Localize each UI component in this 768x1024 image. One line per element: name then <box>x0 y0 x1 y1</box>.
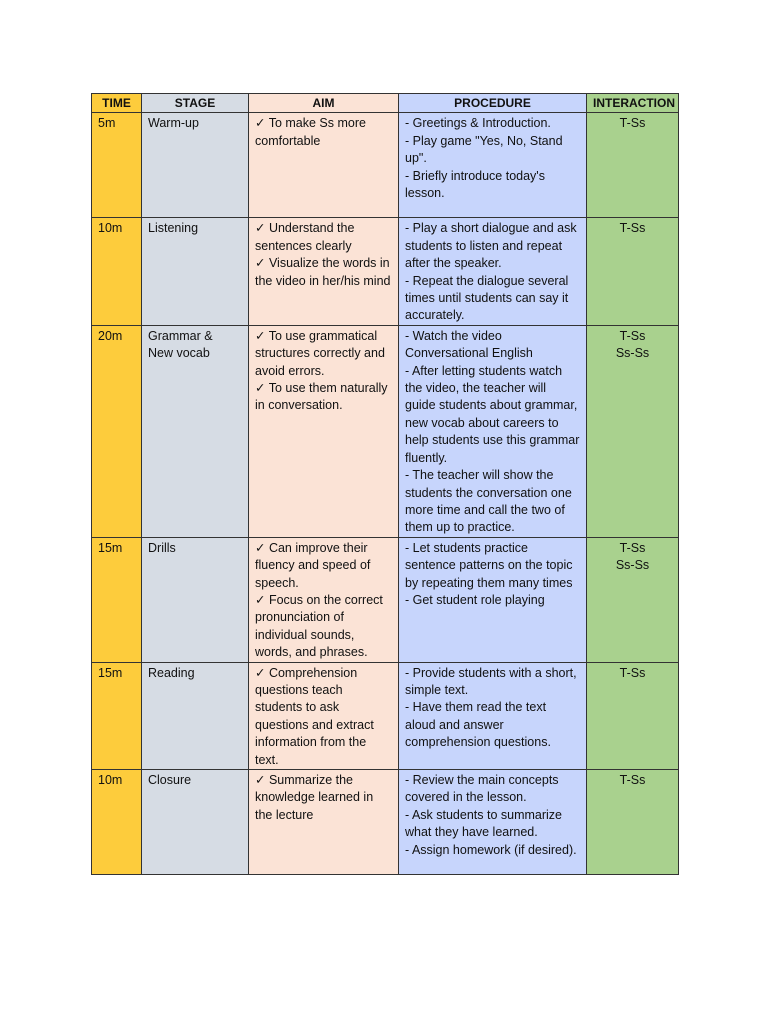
table-row <box>92 770 679 875</box>
cell-interaction: T-Ss Ss-Ss <box>587 537 679 662</box>
table-row <box>92 113 679 218</box>
cell-time: 20m <box>92 325 142 537</box>
cell-time: 15m <box>92 537 142 662</box>
lesson-plan-table <box>91 93 679 875</box>
cell-procedure: - Let students practice sentence patterns on the topic by repeating them many times - Get student role playing <box>399 537 587 662</box>
cell-procedure: - Watch the video Conversational English - After letting students watch the video, the teacher will guide students about grammar, new vocab about careers to help students use this grammar fluently. - The teacher will show the students the conversation one more time and call the two of them up to practice. <box>399 325 587 537</box>
header-procedure: PROCEDURE <box>399 94 587 113</box>
cell-aim: ✓ Can improve their fluency and speed of speech. ✓ Focus on the correct pronunciation of individual sounds, words, and phrases. <box>249 537 399 662</box>
cell-procedure: - Greetings & Introduction. - Play game "Yes, No, Stand up". - Briefly introduce today's lesson. <box>399 113 587 218</box>
cell-interaction: T-Ss <box>587 218 679 325</box>
cell-aim: ✓ Comprehension questions teach students to ask questions and extract information from the text. <box>249 662 399 769</box>
header-row <box>92 94 679 113</box>
cell-interaction: T-Ss <box>587 770 679 875</box>
cell-stage: Reading <box>142 662 249 769</box>
cell-aim: ✓ Understand the sentences clearly ✓ Visualize the words in the video in her/his mind <box>249 218 399 325</box>
cell-stage: Grammar & New vocab <box>142 325 249 537</box>
cell-aim: ✓ To use grammatical structures correctly and avoid errors. ✓ To use them naturally in conversation. <box>249 325 399 537</box>
cell-procedure: - Play a short dialogue and ask students to listen and repeat after the speaker. - Repeat the dialogue several times until students can say it accurately. <box>399 218 587 325</box>
cell-time: 10m <box>92 770 142 875</box>
header-time: TIME <box>92 94 142 113</box>
cell-stage: Closure <box>142 770 249 875</box>
cell-time: 5m <box>92 113 142 218</box>
cell-stage: Warm-up <box>142 113 249 218</box>
cell-aim: ✓ To make Ss more comfortable <box>249 113 399 218</box>
cell-procedure: - Provide students with a short, simple text. - Have them read the text aloud and answer comprehension questions. <box>399 662 587 769</box>
cell-interaction: T-Ss <box>587 662 679 769</box>
cell-procedure: - Review the main concepts covered in the lesson. - Ask students to summarize what they have learned. - Assign homework (if desired). <box>399 770 587 875</box>
cell-interaction: T-Ss Ss-Ss <box>587 325 679 537</box>
cell-time: 10m <box>92 218 142 325</box>
table-row <box>92 662 679 769</box>
header-stage: STAGE <box>142 94 249 113</box>
cell-stage: Drills <box>142 537 249 662</box>
table-row <box>92 325 679 537</box>
cell-aim: ✓ Summarize the knowledge learned in the lecture <box>249 770 399 875</box>
cell-interaction: T-Ss <box>587 113 679 218</box>
table-row <box>92 218 679 325</box>
header-aim: AIM <box>249 94 399 113</box>
header-interaction: INTERACTION <box>587 94 679 113</box>
cell-time: 15m <box>92 662 142 769</box>
table-row <box>92 537 679 662</box>
cell-stage: Listening <box>142 218 249 325</box>
